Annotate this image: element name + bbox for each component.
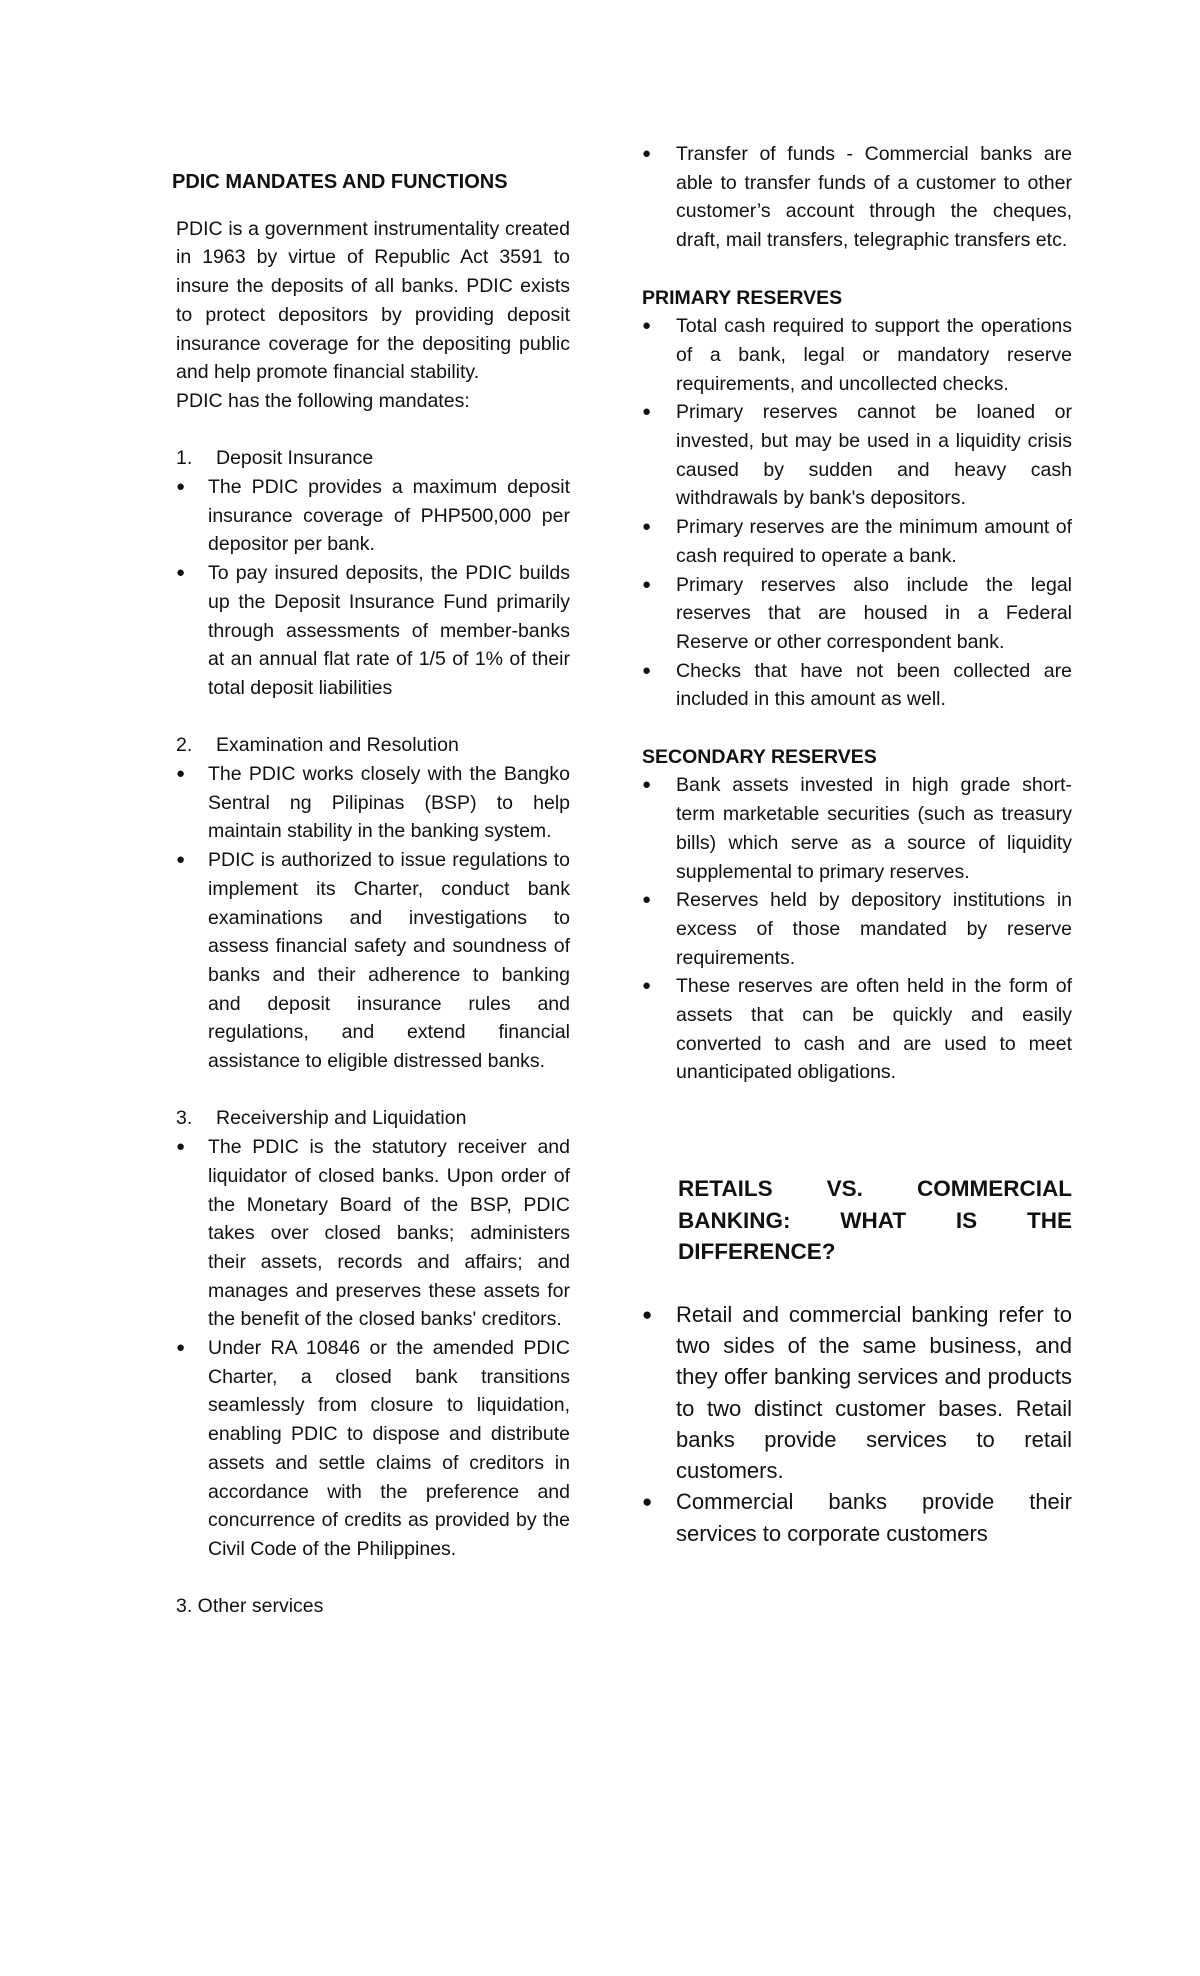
secondary-reserves-list: [642, 771, 1072, 1087]
list-item: ● Bank assets invested in high grade short-term marketable securities (such as treasury bills) which serve as a source of liquidity supplemental to primary reserves.: [642, 771, 1072, 886]
retail-vs-commercial-heading: RETAILS VS. COMMERCIAL BANKING: WHAT IS THE DIFFERENCE?: [678, 1176, 1072, 1265]
section-2-heading: 2. Examination and Resolution: [176, 734, 459, 757]
primary-reserves-list: [642, 312, 1072, 714]
list-item: ● Commercial banks provide their services to corporate customers: [642, 1486, 1072, 1549]
bullet-icon: ●: [176, 478, 186, 496]
bullet-icon: ●: [642, 1304, 653, 1324]
bullet-icon: ●: [642, 145, 652, 162]
page-title: PDIC MANDATES AND FUNCTIONS: [172, 171, 508, 193]
secondary-reserves-heading: SECONDARY RESERVES: [642, 745, 877, 768]
list-item: ● Primary reserves also include the legal reserves that are housed in a Federal Reserve or other correspondent bank.: [642, 571, 1072, 657]
list-item: ● Retail and commercial banking refer to two sides of the same business, and they offer banking services and products to two distinct customer bases. Retail banks provide services to retail customers.: [642, 1299, 1072, 1487]
bullet-icon: ●: [642, 518, 652, 536]
transfer-list: [642, 140, 1072, 255]
list-item: ● To pay insured deposits, the PDIC builds up the Deposit Insurance Fund primarily through assessments of member-banks at an annual flat rate of 1/5 of 1% of their total deposit liabilities: [172, 559, 570, 703]
bullet-icon: ●: [642, 891, 652, 909]
list-item: ● Total cash required to support the operations of a bank, legal or mandatory reserve requirements, and uncollected checks.: [642, 312, 1072, 398]
bullet-icon: ●: [176, 564, 186, 582]
bullet-icon: ●: [176, 1339, 186, 1357]
section-3-heading: 3. Receivership and Liquidation: [176, 1107, 467, 1130]
left-column: [172, 168, 570, 1621]
right-column: [642, 140, 1072, 1549]
bullet-icon: ●: [642, 977, 652, 995]
bullet-icon: ●: [642, 776, 652, 794]
list-item: ● Primary reserves are the minimum amount of cash required to operate a bank.: [642, 513, 1072, 570]
bullet-icon: ●: [642, 661, 652, 679]
list-item: ● PDIC is authorized to issue regulations to implement its Charter, conduct bank examinations and investigations to assess financial safety and soundness of banks and their adherence to banking and deposit insurance rules and regulations, and extend financial assistance to eligible distressed banks.: [172, 846, 570, 1076]
primary-reserves-heading: PRIMARY RESERVES: [642, 286, 843, 309]
bullet-icon: ●: [642, 317, 652, 335]
section-3-list: [172, 1133, 570, 1564]
bullet-icon: ●: [176, 765, 186, 783]
bullet-icon: ●: [642, 575, 652, 593]
bullet-icon: ●: [176, 1138, 186, 1156]
other-services: 3. Other services: [176, 1595, 324, 1618]
list-item: ● Primary reserves cannot be loaned or invested, but may be used in a liquidity crisis caused by sudden and heavy cash withdrawals by bank's depositors.: [642, 398, 1072, 513]
list-item: ● Under RA 10846 or the amended PDIC Charter, a closed bank transitions seamlessly from closure to liquidation, enabling PDIC to dispose and distribute assets and settle claims of creditors in accordance with the preference and concurrence of credits as provided by the Civil Code of the Philippines.: [172, 1334, 570, 1564]
intro-paragraph: PDIC is a government instrumentality created in 1963 by virtue of Republic Act 3591 to insure the deposits of all banks. PDIC exists to protect depositors by providing deposit insurance coverage for the depositing public and help promote financial stability.: [176, 217, 570, 384]
list-item: ● Checks that have not been collected are included in this amount as well.: [642, 657, 1072, 714]
section-1-list: [172, 473, 570, 703]
bullet-icon: ●: [642, 403, 652, 421]
list-item: ● Transfer of funds - Commercial banks are able to transfer funds of a customer to other customer’s account through the cheques, draft, mail transfers, telegraphic transfers etc.: [642, 140, 1072, 255]
retail-vs-commercial-list: [642, 1299, 1072, 1549]
section-2-list: [172, 760, 570, 1076]
section-1-heading: 1. Deposit Insurance: [176, 447, 374, 470]
bullet-icon: ●: [642, 1492, 653, 1512]
list-item: ● These reserves are often held in the form of assets that can be quickly and easily converted to cash and are used to meet unanticipated obligations.: [642, 972, 1072, 1087]
mandates-lead: PDIC has the following mandates:: [176, 389, 470, 412]
list-item: ● Reserves held by depository institutions in excess of those mandated by reserve requirements.: [642, 886, 1072, 972]
list-item: ● The PDIC works closely with the Bangko Sentral ng Pilipinas (BSP) to help maintain stability in the banking system.: [172, 760, 570, 846]
list-item: ● The PDIC provides a maximum deposit insurance coverage of PHP500,000 per depositor per bank.: [172, 473, 570, 559]
bullet-icon: ●: [176, 851, 186, 869]
list-item: ● The PDIC is the statutory receiver and liquidator of closed banks. Upon order of the Monetary Board of the BSP, PDIC takes over closed banks; administers their assets, records and affairs; and manages and preserves these assets for the benefit of the closed banks' creditors.: [172, 1133, 570, 1334]
